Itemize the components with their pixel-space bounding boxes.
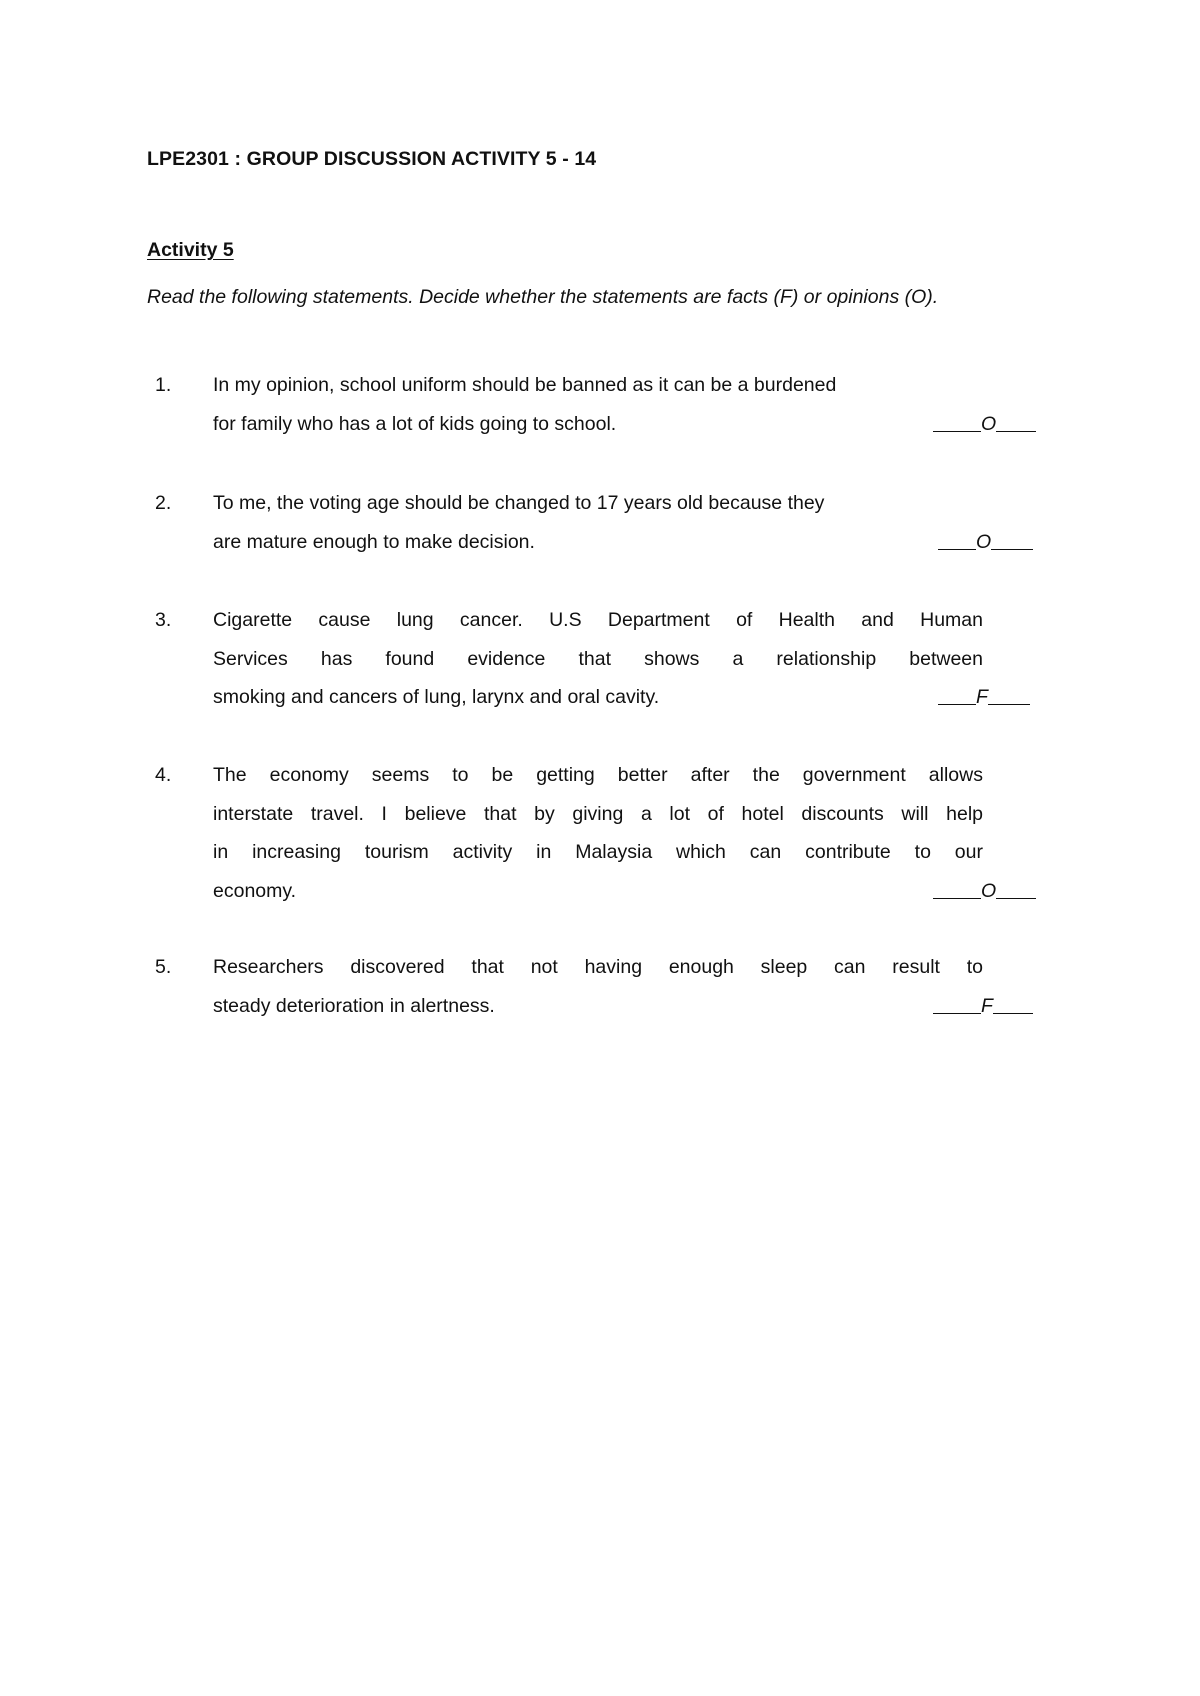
answer-value: O <box>981 879 997 902</box>
statement-item-2 <box>155 484 1055 564</box>
answer-field <box>938 523 1033 562</box>
statement-line: In my opinion, school uniform should be banned as it can be a burdened <box>213 374 837 396</box>
statement-number: 4. <box>155 764 172 786</box>
answer-field <box>933 987 1033 1026</box>
statement-line: in increasing tourism activity in Malaysia which can contribute to our <box>213 841 983 863</box>
statement-item-3 <box>155 601 1055 719</box>
statement-line: Services has found evidence that shows a relationship between <box>213 647 983 670</box>
statement-line: Researchers discovered that not having enough sleep can result to <box>213 956 983 978</box>
answer-value: O <box>981 412 997 435</box>
statement-text <box>213 366 983 443</box>
statement-line: economy. <box>213 879 297 902</box>
statement-line: for family who has a lot of kids going to school. <box>213 412 617 435</box>
statement-item-4 <box>155 756 1055 912</box>
statement-text <box>213 948 983 1025</box>
statement-text <box>213 756 983 910</box>
answer-field <box>933 872 1036 911</box>
statement-line: To me, the voting age should be changed to 17 years old because they <box>213 492 825 514</box>
activity-heading: Activity 5 <box>147 239 234 261</box>
answer-field <box>933 405 1036 444</box>
statement-number: 1. <box>155 374 172 396</box>
answer-value: F <box>981 994 993 1017</box>
instruction-text: Read the following statements. Decide whether the statements are facts (F) or opinions (O). <box>147 286 939 308</box>
statement-line: smoking and cancers of lung, larynx and oral cavity. <box>213 686 660 708</box>
statement-line: steady deterioration in alertness. <box>213 994 495 1017</box>
statement-line: are mature enough to make decision. <box>213 530 535 553</box>
answer-value: F <box>976 686 988 708</box>
statement-item-5 <box>155 948 1055 1028</box>
statement-text <box>213 484 983 561</box>
statement-line: interstate travel. I believe that by giving a lot of hotel discounts will help <box>213 802 983 825</box>
statement-number: 5. <box>155 956 172 978</box>
statement-line: The economy seems to be getting better after the government allows <box>213 764 983 786</box>
answer-value: O <box>976 530 992 553</box>
statement-text <box>213 601 983 717</box>
answer-field <box>938 678 1030 717</box>
statement-line: Cigarette cause lung cancer. U.S Department of Health and Human <box>213 609 983 631</box>
document-title: LPE2301 : GROUP DISCUSSION ACTIVITY 5 - 14 <box>147 148 597 170</box>
statement-item-1 <box>155 366 1055 446</box>
statement-number: 2. <box>155 492 172 514</box>
statement-number: 3. <box>155 609 172 631</box>
